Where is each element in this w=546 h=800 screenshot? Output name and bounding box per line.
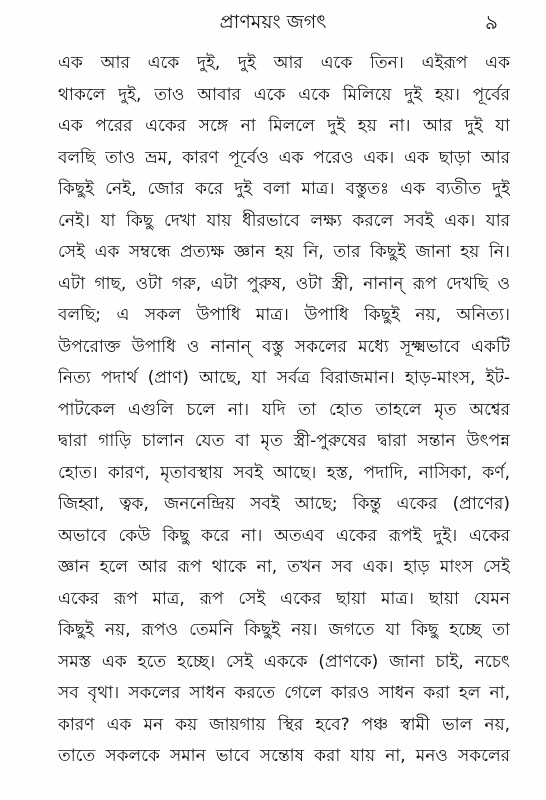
- text-line: নেই। যা কিছু দেখা যায় ধীরভাবে লক্ষ্য করলে সবই এক। যার: [58, 210, 510, 231]
- text-line: কারণ এক মন কয় জায়গায় স্থির হবে? পঞ্চ স্বামী ভাল নয়,: [58, 714, 510, 735]
- text-line: থাকলে দুই, তাও আবার একে একে মিলিয়ে দুই হয়। পূর্বের: [58, 84, 510, 105]
- page-number: ৯: [485, 10, 498, 34]
- text-line: পাটকেল এগুলি চলে না। যদি তা হোত তাহলে মৃত অশ্বের: [58, 399, 510, 420]
- text-line: এক পরের একের সঙ্গে না মিললে দুই হয় না। আর দুই যা: [58, 116, 510, 136]
- text-line: হোত। কারণ, মৃতাবস্থায় সবই আছে। হস্ত, পদাদি, নাসিকা, কর্ণ,: [58, 462, 510, 483]
- text-line: সমস্ত এক হতে হচ্ছে। সেই এককে (প্রাণকে) জানা চাই, নচেৎ: [58, 651, 510, 672]
- text-line: জিহ্বা, ত্বক, জননেন্দ্রিয় সবই আছে; কিন্তু একের (প্রাণের): [58, 494, 510, 514]
- text-line: তাতে সকলকে সমান ভাবে সন্তোষ করা যায় না, মনও সকলের: [58, 746, 510, 766]
- text-line: উপরোক্ত উপাধি ও নানান্ বস্তু সকলের মধ্যে সূক্ষ্মভাবে একটি: [58, 336, 510, 357]
- body-text: [58, 48, 510, 773]
- text-line: এক আর একে দুই, দুই আর একে তিন। এইরূপ এক: [58, 53, 510, 73]
- text-line: জ্ঞান হলে আর রূপ থাকে না, তখন সব এক। হাড় মাংস সেই: [58, 557, 510, 577]
- text-line: নিত্য পদার্থ (প্রাণ) আছে, যা সর্বত্র বিরাজমান। হাড়-মাংস, ইট-: [58, 368, 510, 388]
- page-header: [0, 6, 546, 40]
- text-line: বলছি; এ সকল উপাধি মাত্র। উপাধি কিছুই নয়, অনিত্য।: [58, 305, 510, 325]
- text-line: দ্বারা গাড়ি চালান যেত বা মৃত স্ত্রী-পুরুষের দ্বারা সন্তান উৎপন্ন: [58, 431, 510, 451]
- text-line: অভাবে কেউ কিছু করে না। অতএব একের রূপই দুই। একের: [58, 525, 510, 546]
- running-title: প্রাণময়ং জগৎ: [219, 11, 327, 33]
- text-line: বলছি তাও ভ্রম, কারণ পূর্বেও এক পরেও এক। এক ছাড়া আর: [58, 147, 510, 168]
- text-line: কিছুই নেই, জোর করে দুই বলা মাত্র। বস্তুতঃ এক ব্যতীত দুই: [58, 179, 510, 199]
- text-line: এটা গাছ, ওটা গরু, এটা পুরুষ, ওটা স্ত্রী, নানান্ রূপ দেখছি ও: [58, 273, 510, 294]
- text-line: সেই এক সম্বন্ধে প্রত্যক্ষ জ্ঞান হয় নি, তার কিছুই জানা হয় নি।: [58, 242, 510, 262]
- text-line: একের রূপ মাত্র, রূপ সেই একের ছায়া মাত্র। ছায়া যেমন: [58, 588, 510, 609]
- text-line: কিছুই নয়, রূপও তেমনি কিছুই নয়। জগতে যা কিছু হচ্ছে তা: [58, 620, 510, 640]
- text-line: সব বৃথা। সকলের সাধন করতে গেলে কারও সাধন করা হল না,: [58, 683, 510, 703]
